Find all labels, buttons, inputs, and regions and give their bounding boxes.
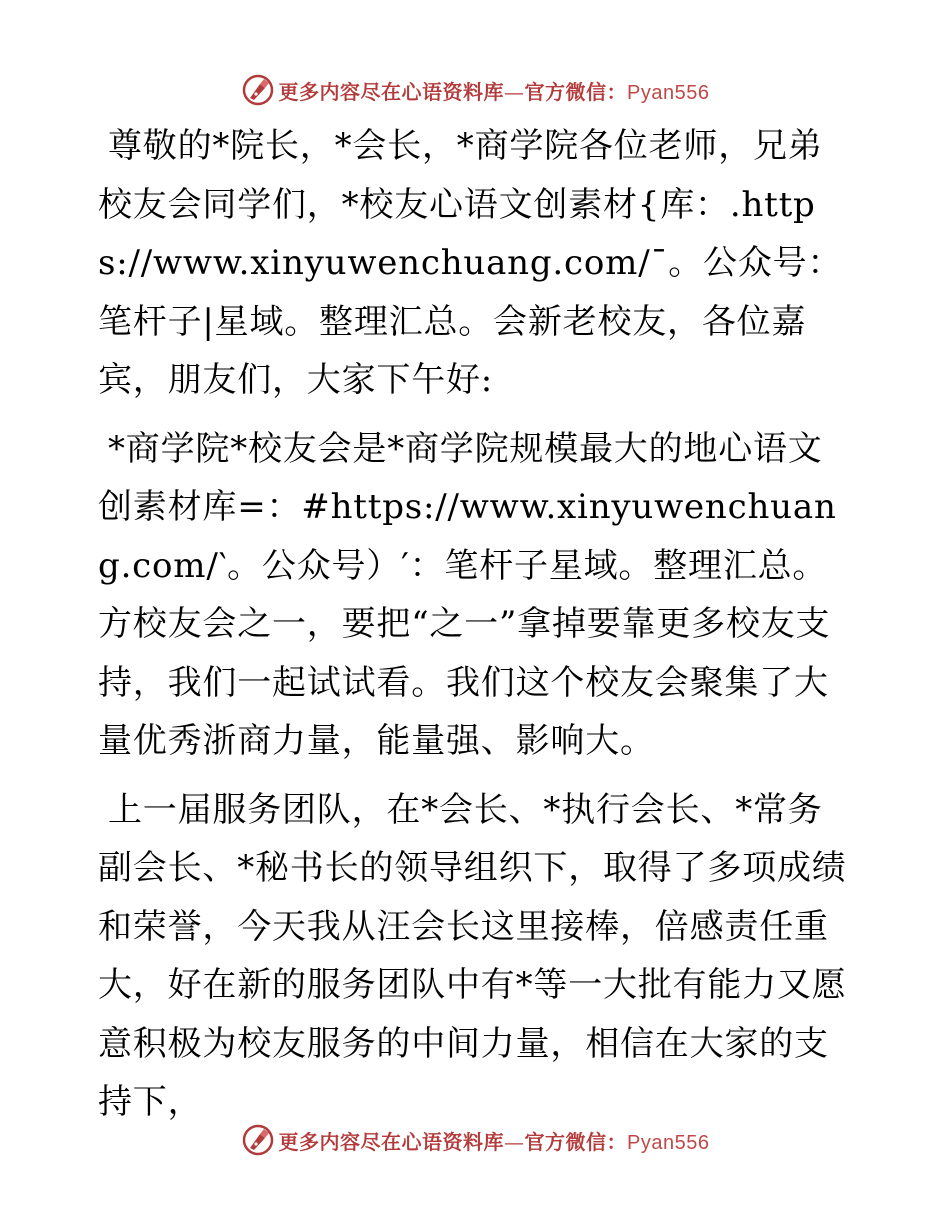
banner-title: 更多内容尽在心语资料库 <box>278 1129 505 1154</box>
banner-wechat-label: 官方微信： <box>524 1129 628 1154</box>
pen-nib-logo-icon <box>241 73 275 107</box>
banner-account: Pyan556 <box>627 1131 710 1154</box>
footer-banner <box>0 1120 950 1160</box>
pen-nib-logo-icon <box>241 1123 275 1157</box>
banner-title: 更多内容尽在心语资料库 <box>278 79 505 104</box>
paragraph-1: 尊敬的*院长，*会长，*商学院各位老师，兄弟校友会同学们，*校友心语文创素材{库：.https://www.xinyuwenchuang.com/¯。公众号：笔杆子|星域。整理汇总。会新老校友，各位嘉宾，朋友们，大家下午好: <box>98 126 843 400</box>
banner-text <box>279 76 710 105</box>
banner-account: Pyan556 <box>627 81 710 104</box>
banner-wechat-label: 官方微信： <box>524 79 628 104</box>
paragraph-3: 上一届服务团队，在*会长、*执行会长、*常务副会长、*秘书长的领导组织下，取得了多项成绩和荣誉，今天我从汪会长这里接棒，倍感责任重大，好在新的服务团队中有*等一大批有能力又愿意积极为校友服务的中间力量，相信在大家的支持下， <box>98 789 847 1122</box>
document-body <box>98 117 848 1142</box>
banner-text <box>279 1126 710 1155</box>
banner-separator: — <box>504 79 525 104</box>
banner-separator: — <box>504 1129 525 1154</box>
paragraph-2: *商学院*校友会是*商学院规模最大的地心语文创素材库=：#https://www.xinyuwenchuang.com/‵。公众号）′：笔杆子星域。整理汇总。方校友会之一，要把“之一”拿掉要靠更多校友支持，我们一起试试看。我们这个校友会聚集了大量优秀浙商力量，能量强、影响大。 <box>98 428 837 761</box>
header-banner <box>0 70 950 110</box>
